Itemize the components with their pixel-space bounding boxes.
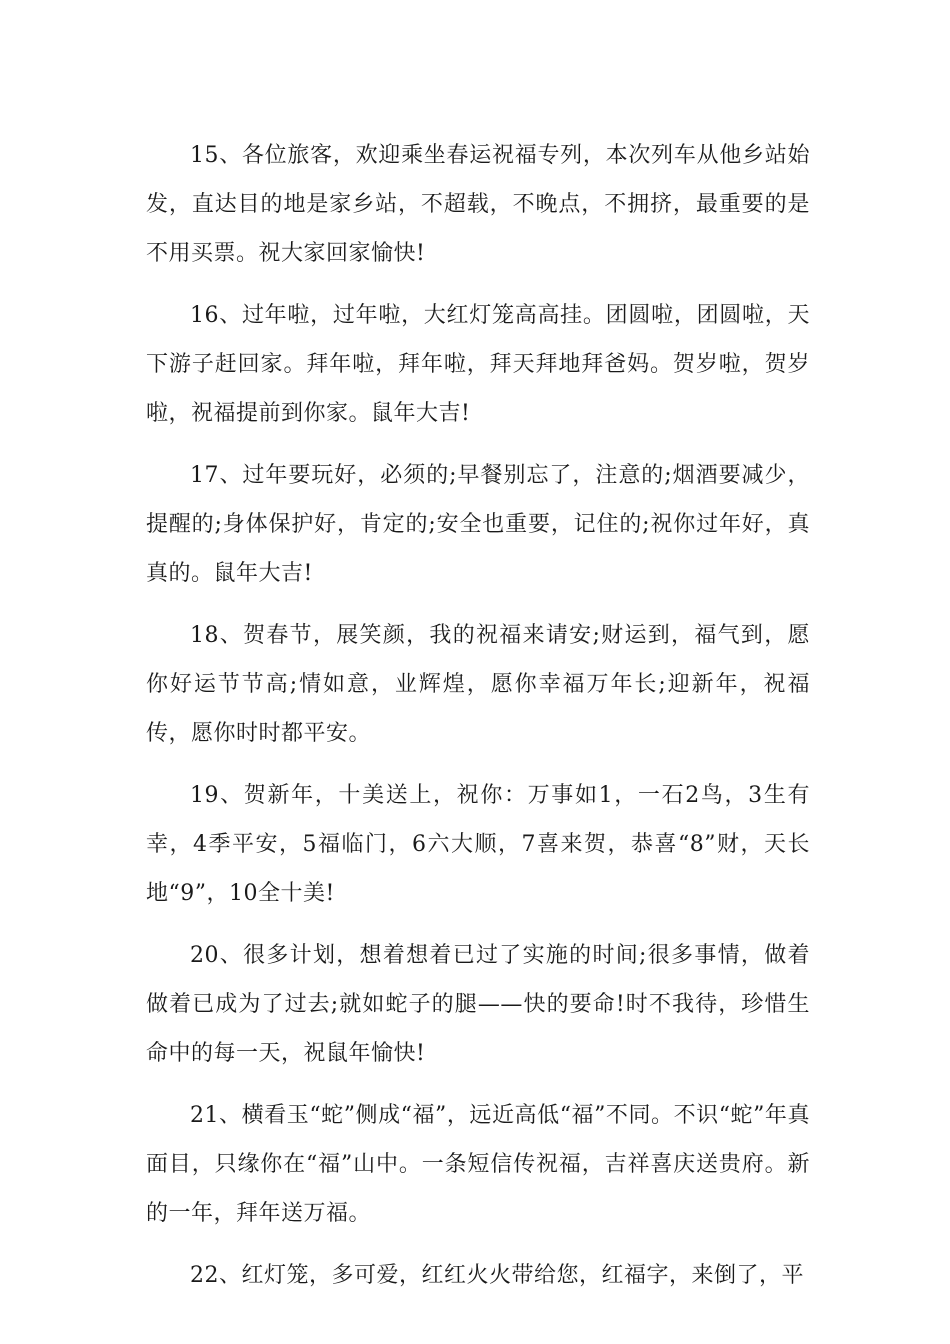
paragraph-21: 21、横看玉“蛇”侧成“福”，远近高低“福”不同。不识“蛇”年真面目，只缘你在“福”山中。一条短信传祝福，吉祥喜庆送贵府。新的一年，拜年送万福。 [146,1103,810,1226]
paragraph-20: 20、很多计划，想着想着已过了实施的时间;很多事情，做着做着已成为了过去;就如蛇子的腿——快的要命!时不我待，珍惜生命中的每一天，祝鼠年愉快! [146,943,810,1066]
paragraph-16: 16、过年啦，过年啦，大红灯笼高高挂。团圆啦，团圆啦，天下游子赶回家。拜年啦，拜年啦，拜天拜地拜爸妈。贺岁啦，贺岁啦，祝福提前到你家。鼠年大吉! [146,303,810,426]
paragraph-19: 19、贺新年，十美送上，祝你：万事如1，一石2鸟，3生有幸，4季平安，5福临门，6六大顺，7喜来贺，恭喜“8”财，天长地“9”，10全十美! [146,783,810,906]
paragraph-15: 15、各位旅客，欢迎乘坐春运祝福专列，本次列车从他乡站始发，直达目的地是家乡站，不超载，不晚点，不拥挤，最重要的是不用买票。祝大家回家愉快! [146,143,810,266]
document-body [146,131,810,1313]
paragraph-22: 22、红灯笼，多可爱，红红火火带给您，红福字，来倒了，平 [190,1263,804,1288]
paragraph-18: 18、贺春节，展笑颜，我的祝福来请安;财运到，福气到，愿你好运节节高;情如意，业辉煌，愿你幸福万年长;迎新年，祝福传，愿你时时都平安。 [146,623,810,746]
paragraph-17: 17、过年要玩好，必须的;早餐别忘了，注意的;烟酒要减少，提醒的;身体保护好，肯定的;安全也重要，记住的;祝你过年好，真真的。鼠年大吉! [146,463,810,586]
